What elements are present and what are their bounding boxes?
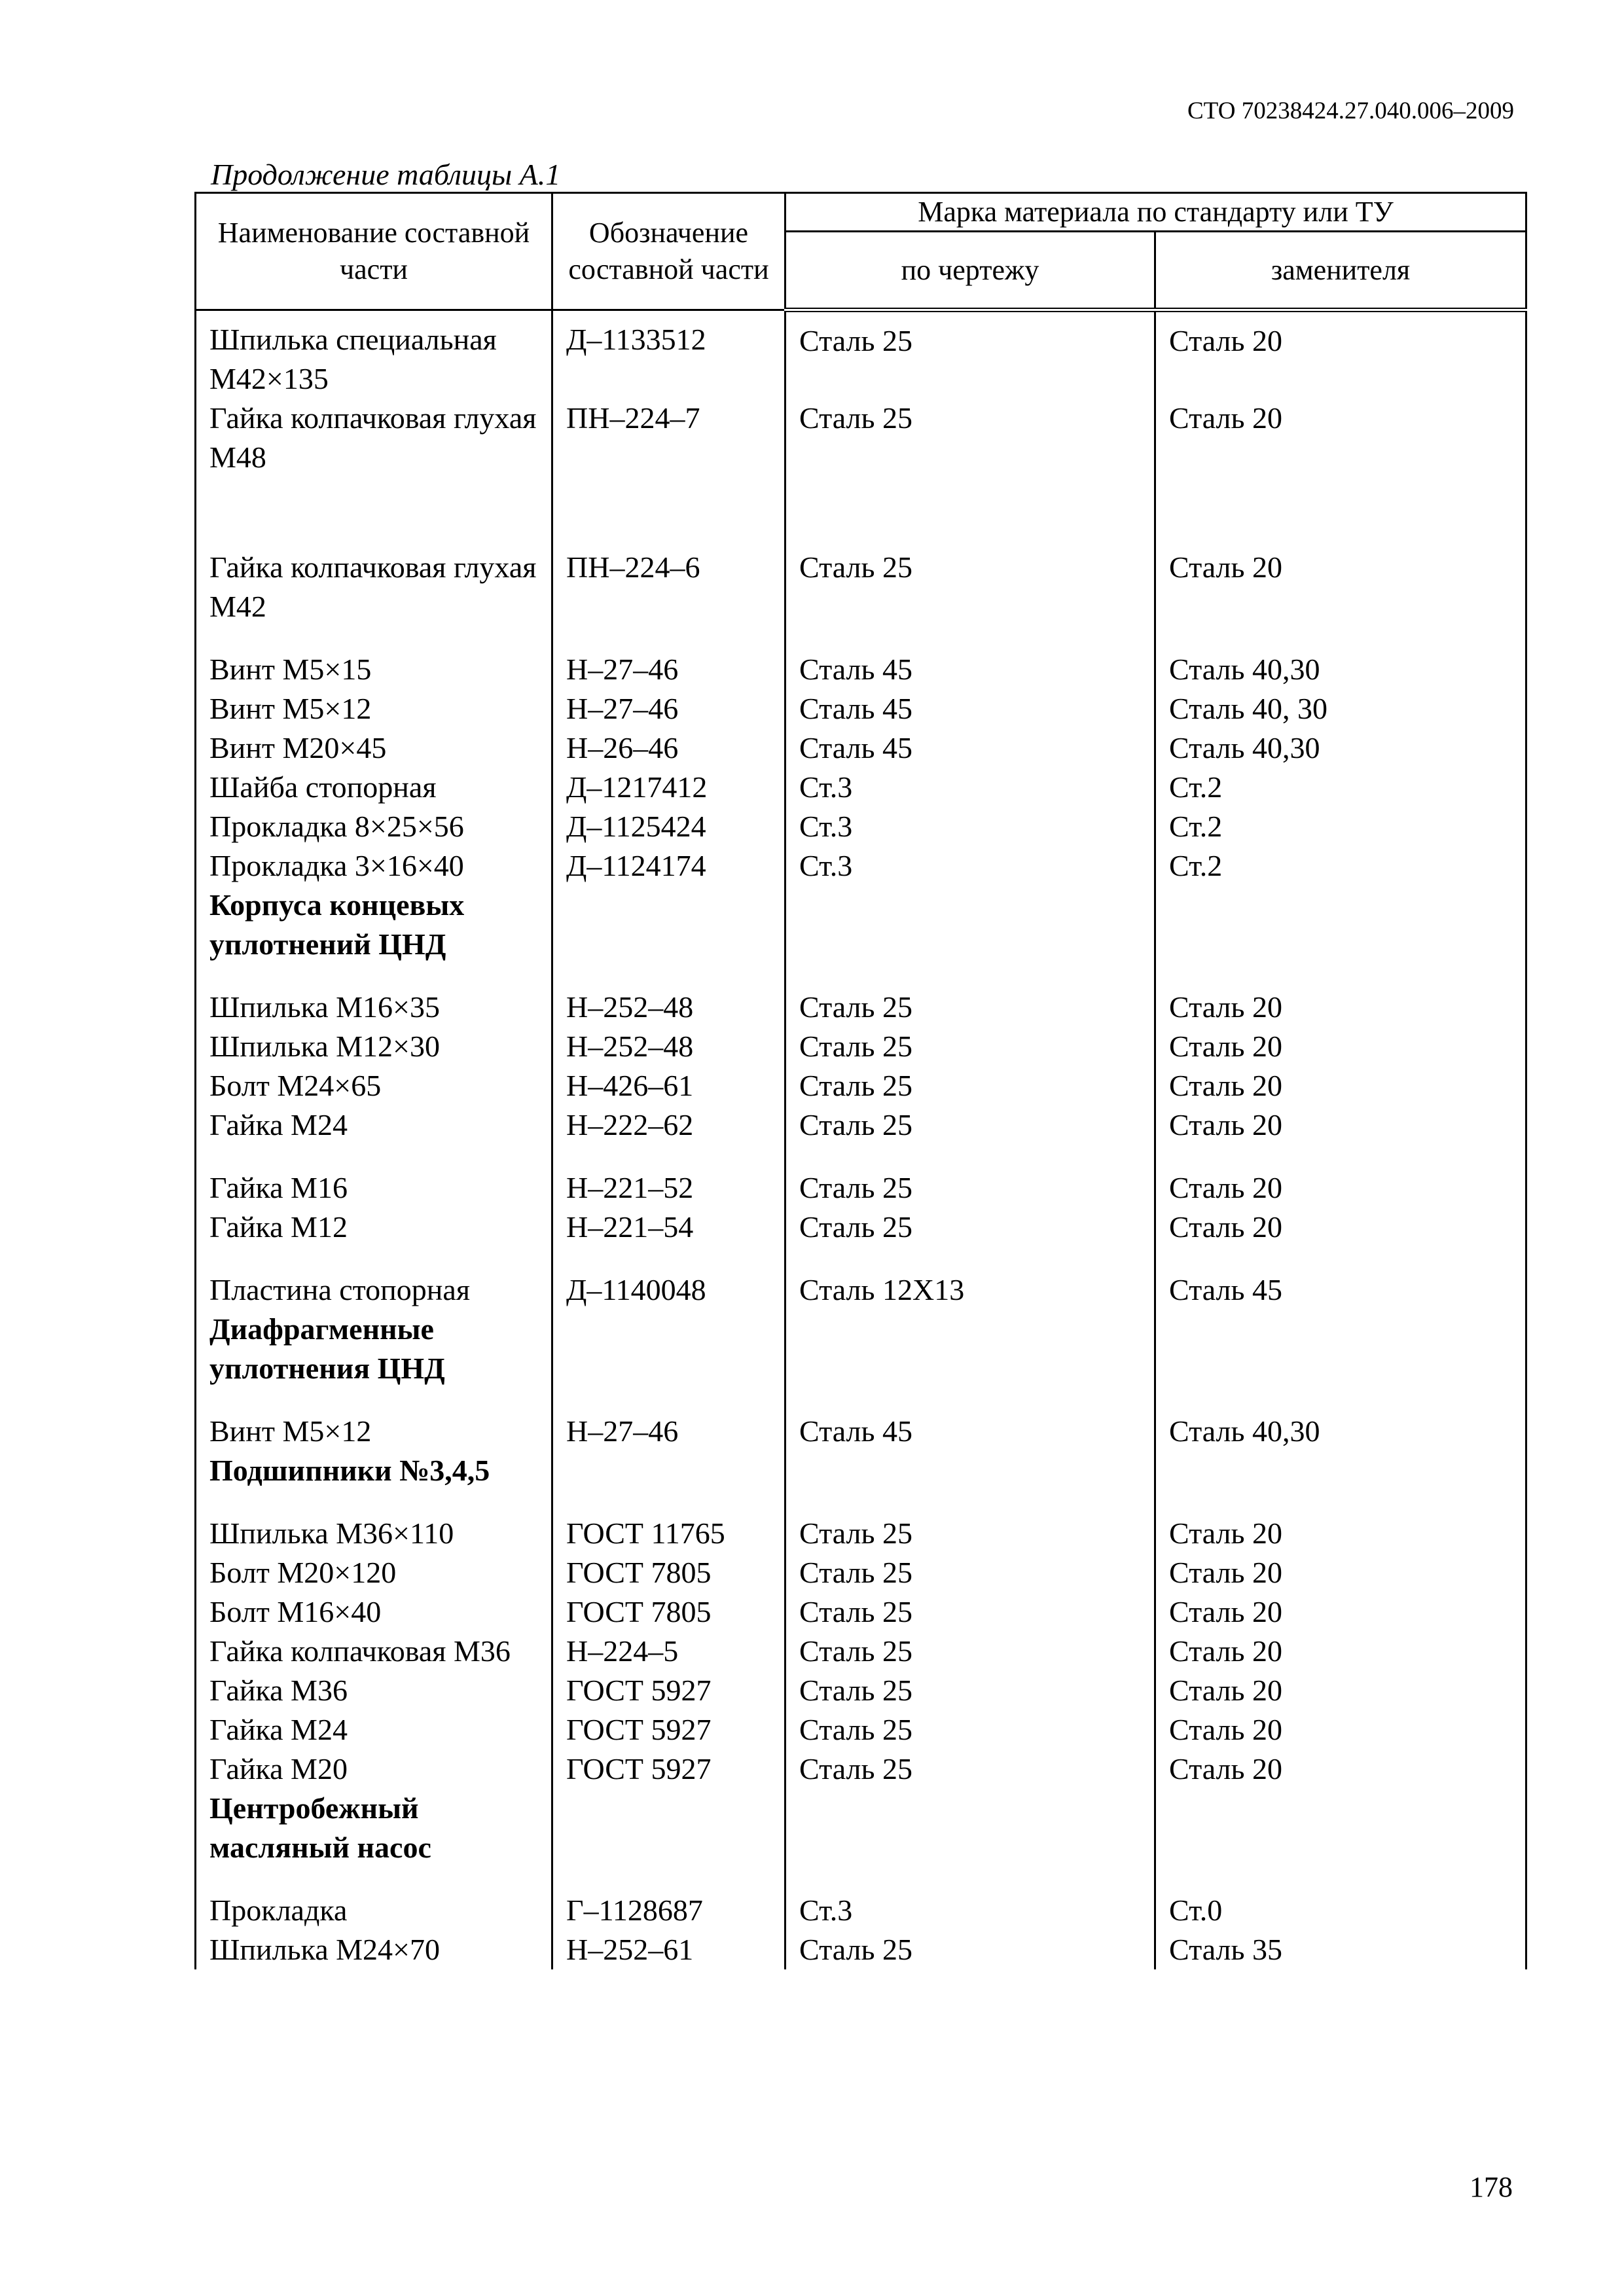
cell-designation	[552, 886, 785, 964]
table-row	[196, 548, 1526, 626]
cell-designation: ГОСТ 11765	[552, 1514, 785, 1553]
table-row	[196, 1066, 1526, 1105]
cell-designation: ГОСТ 5927	[552, 1749, 785, 1789]
empty-cell	[552, 1247, 785, 1270]
empty-cell	[196, 1247, 552, 1270]
empty-cell	[785, 524, 1155, 548]
cell-designation	[552, 1310, 785, 1388]
cell-material: Сталь 25	[785, 1749, 1155, 1789]
spacer-row	[196, 1490, 1526, 1514]
cell-designation: Н–26–46	[552, 728, 785, 768]
table-row	[196, 1105, 1526, 1145]
cell-substitute	[1155, 886, 1526, 964]
cell-material: Сталь 45	[785, 728, 1155, 768]
empty-cell	[785, 1388, 1155, 1412]
cell-substitute: Сталь 20	[1155, 1592, 1526, 1632]
cell-substitute: Сталь 45	[1155, 1270, 1526, 1310]
cell-substitute: Ст.2	[1155, 846, 1526, 886]
section-heading-row	[196, 1451, 1526, 1490]
empty-cell	[1155, 477, 1526, 501]
spacer-row	[196, 524, 1526, 548]
empty-cell	[552, 964, 785, 988]
cell-material: Сталь 25	[785, 1632, 1155, 1671]
cell-substitute: Сталь 20	[1155, 1632, 1526, 1671]
cell-material: Сталь 25	[785, 1066, 1155, 1105]
cell-substitute: Ст.0	[1155, 1891, 1526, 1930]
empty-cell	[552, 501, 785, 524]
table-caption: Продолжение таблицы А.1	[211, 158, 561, 191]
table-row	[196, 728, 1526, 768]
cell-designation: ГОСТ 5927	[552, 1671, 785, 1710]
cell-material: Сталь 25	[785, 1105, 1155, 1145]
empty-cell	[552, 1388, 785, 1412]
cell-material: Сталь 25	[785, 988, 1155, 1027]
cell-material: Сталь 25	[785, 548, 1155, 626]
cell-substitute	[1155, 1451, 1526, 1490]
table-row	[196, 1208, 1526, 1247]
cell-designation	[552, 1789, 785, 1867]
document-code: СТО 70238424.27.040.006–2009	[1187, 98, 1514, 124]
cell-material: Сталь 25	[785, 1930, 1155, 1969]
cell-designation: Д–1140048	[552, 1270, 785, 1310]
cell-substitute: Сталь 20	[1155, 1553, 1526, 1592]
cell-substitute: Сталь 20	[1155, 988, 1526, 1027]
table-row	[196, 1514, 1526, 1553]
header-by-drawing: по чертежу	[785, 232, 1155, 310]
cell-material: Сталь 25	[785, 1592, 1155, 1632]
cell-material: Сталь 45	[785, 1412, 1155, 1451]
cell-material: Сталь 25	[785, 399, 1155, 477]
cell-substitute: Ст.2	[1155, 807, 1526, 846]
cell-name: Гайка М24	[196, 1105, 552, 1145]
header-name: Наименование составной части	[196, 193, 552, 310]
cell-designation: Н–221–54	[552, 1208, 785, 1247]
cell-designation: Г–1128687	[552, 1891, 785, 1930]
table-row	[196, 310, 1526, 399]
cell-designation: Н–252–48	[552, 988, 785, 1027]
cell-material	[785, 1789, 1155, 1867]
cell-designation: Н–27–46	[552, 650, 785, 689]
cell-name: Винт М20×45	[196, 728, 552, 768]
empty-cell	[785, 1867, 1155, 1891]
table-row	[196, 1027, 1526, 1066]
spacer-row	[196, 501, 1526, 524]
cell-material: Сталь 25	[785, 1671, 1155, 1710]
cell-material: Сталь 25	[785, 1710, 1155, 1749]
empty-cell	[1155, 626, 1526, 650]
cell-name: Гайка колпачковая глухая М48	[196, 399, 552, 477]
empty-cell	[552, 626, 785, 650]
section-heading-row	[196, 1789, 1526, 1867]
cell-name: Шпилька М24×70	[196, 1930, 552, 1969]
cell-name: Винт М5×12	[196, 1412, 552, 1451]
empty-cell	[196, 626, 552, 650]
cell-substitute	[1155, 1310, 1526, 1388]
cell-substitute: Сталь 20	[1155, 1027, 1526, 1066]
table-row	[196, 1930, 1526, 1969]
cell-name: Прокладка 8×25×56	[196, 807, 552, 846]
cell-designation: Д–1124174	[552, 846, 785, 886]
header-substitute: заменителя	[1155, 232, 1526, 310]
empty-cell	[196, 1145, 552, 1168]
empty-cell	[552, 1145, 785, 1168]
empty-cell	[196, 964, 552, 988]
empty-cell	[196, 501, 552, 524]
cell-designation: Н–221–52	[552, 1168, 785, 1208]
cell-substitute: Сталь 20	[1155, 1749, 1526, 1789]
cell-material: Сталь 45	[785, 650, 1155, 689]
cell-substitute: Сталь 20	[1155, 1066, 1526, 1105]
cell-substitute: Сталь 40, 30	[1155, 689, 1526, 728]
empty-cell	[196, 1490, 552, 1514]
cell-name: Подшипники №3,4,5	[196, 1451, 552, 1490]
cell-name: Гайка М20	[196, 1749, 552, 1789]
empty-cell	[785, 477, 1155, 501]
table-row	[196, 1270, 1526, 1310]
cell-material: Сталь 12Х13	[785, 1270, 1155, 1310]
empty-cell	[552, 1490, 785, 1514]
empty-cell	[1155, 501, 1526, 524]
cell-name: Гайка колпачковая глухая М42	[196, 548, 552, 626]
cell-material: Сталь 25	[785, 1553, 1155, 1592]
empty-cell	[785, 1247, 1155, 1270]
page-number: 178	[1470, 2171, 1513, 2203]
cell-substitute: Сталь 20	[1155, 1671, 1526, 1710]
cell-name: Гайка М24	[196, 1710, 552, 1749]
header-material-group: Марка материала по стандарту или ТУ	[785, 193, 1526, 232]
cell-designation: Д–1133512	[552, 310, 785, 399]
cell-substitute: Сталь 20	[1155, 1514, 1526, 1553]
empty-cell	[1155, 964, 1526, 988]
cell-substitute: Сталь 20	[1155, 1105, 1526, 1145]
cell-designation: Н–27–46	[552, 689, 785, 728]
cell-substitute: Сталь 40,30	[1155, 1412, 1526, 1451]
materials-table	[194, 192, 1527, 1969]
cell-designation: Н–252–61	[552, 1930, 785, 1969]
cell-designation: ГОСТ 5927	[552, 1710, 785, 1749]
empty-cell	[785, 501, 1155, 524]
section-heading-row	[196, 1310, 1526, 1388]
cell-name: Диафрагменные уплотнения ЦНД	[196, 1310, 552, 1388]
table-row	[196, 650, 1526, 689]
cell-material: Ст.3	[785, 768, 1155, 807]
empty-cell	[196, 477, 552, 501]
section-heading-row	[196, 886, 1526, 964]
empty-cell	[1155, 1867, 1526, 1891]
table-row	[196, 1168, 1526, 1208]
cell-substitute: Сталь 20	[1155, 548, 1526, 626]
cell-name: Пластина стопорная	[196, 1270, 552, 1310]
cell-material: Ст.3	[785, 807, 1155, 846]
empty-cell	[1155, 1247, 1526, 1270]
cell-designation: Д–1217412	[552, 768, 785, 807]
table-row	[196, 1553, 1526, 1592]
cell-substitute: Ст.2	[1155, 768, 1526, 807]
cell-designation: ГОСТ 7805	[552, 1553, 785, 1592]
cell-name: Шайба стопорная	[196, 768, 552, 807]
table-body	[196, 310, 1526, 1970]
cell-name: Болт М20×120	[196, 1553, 552, 1592]
cell-name: Прокладка	[196, 1891, 552, 1930]
table-row	[196, 1632, 1526, 1671]
table-row	[196, 1710, 1526, 1749]
cell-substitute: Сталь 20	[1155, 1710, 1526, 1749]
cell-designation	[552, 1451, 785, 1490]
empty-cell	[552, 524, 785, 548]
cell-substitute: Сталь 35	[1155, 1930, 1526, 1969]
cell-material	[785, 1451, 1155, 1490]
cell-material: Сталь 25	[785, 1208, 1155, 1247]
cell-substitute: Сталь 40,30	[1155, 650, 1526, 689]
cell-name: Шпилька М12×30	[196, 1027, 552, 1066]
table-row	[196, 846, 1526, 886]
cell-name: Центробежный масляный насос	[196, 1789, 552, 1867]
cell-material: Сталь 25	[785, 1168, 1155, 1208]
empty-cell	[785, 626, 1155, 650]
spacer-row	[196, 477, 1526, 501]
cell-name: Прокладка 3×16×40	[196, 846, 552, 886]
table-header	[196, 193, 1526, 310]
cell-name: Болт М16×40	[196, 1592, 552, 1632]
cell-name: Шпилька М36×110	[196, 1514, 552, 1553]
table-row	[196, 1891, 1526, 1930]
empty-cell	[785, 1490, 1155, 1514]
header-designation: Обозначение составной части	[552, 193, 785, 310]
materials-table-container	[194, 192, 1525, 2145]
cell-substitute: Сталь 40,30	[1155, 728, 1526, 768]
cell-name: Винт М5×12	[196, 689, 552, 728]
table-row	[196, 399, 1526, 477]
spacer-row	[196, 964, 1526, 988]
table-row	[196, 1592, 1526, 1632]
cell-material: Сталь 25	[785, 310, 1155, 399]
table-row	[196, 1412, 1526, 1451]
spacer-row	[196, 1388, 1526, 1412]
empty-cell	[1155, 1388, 1526, 1412]
cell-material: Сталь 45	[785, 689, 1155, 728]
empty-cell	[785, 1145, 1155, 1168]
table-row	[196, 689, 1526, 728]
spacer-row	[196, 1867, 1526, 1891]
cell-designation: Н–426–61	[552, 1066, 785, 1105]
spacer-row	[196, 626, 1526, 650]
cell-material	[785, 886, 1155, 964]
empty-cell	[196, 1388, 552, 1412]
empty-cell	[196, 1867, 552, 1891]
table-row	[196, 768, 1526, 807]
empty-cell	[1155, 524, 1526, 548]
spacer-row	[196, 1247, 1526, 1270]
cell-substitute: Сталь 20	[1155, 399, 1526, 477]
cell-name: Винт М5×15	[196, 650, 552, 689]
cell-name: Шпилька специальная М42×135	[196, 310, 552, 399]
cell-name: Гайка М36	[196, 1671, 552, 1710]
cell-name: Шпилька М16×35	[196, 988, 552, 1027]
cell-material: Сталь 25	[785, 1514, 1155, 1553]
cell-name: Болт М24×65	[196, 1066, 552, 1105]
table-row	[196, 988, 1526, 1027]
cell-substitute: Сталь 20	[1155, 1168, 1526, 1208]
cell-designation: ПН–224–6	[552, 548, 785, 626]
cell-substitute: Сталь 20	[1155, 1208, 1526, 1247]
cell-designation: ПН–224–7	[552, 399, 785, 477]
cell-material: Сталь 25	[785, 1027, 1155, 1066]
table-row	[196, 1671, 1526, 1710]
empty-cell	[552, 477, 785, 501]
cell-name: Корпуса концевых уплотнений ЦНД	[196, 886, 552, 964]
empty-cell	[1155, 1145, 1526, 1168]
empty-cell	[552, 1867, 785, 1891]
cell-designation: Н–222–62	[552, 1105, 785, 1145]
cell-designation: Н–252–48	[552, 1027, 785, 1066]
cell-name: Гайка колпачковая М36	[196, 1632, 552, 1671]
cell-substitute	[1155, 1789, 1526, 1867]
empty-cell	[785, 964, 1155, 988]
cell-substitute: Сталь 20	[1155, 310, 1526, 399]
cell-designation: Н–27–46	[552, 1412, 785, 1451]
table-row	[196, 807, 1526, 846]
cell-designation: Н–224–5	[552, 1632, 785, 1671]
cell-name: Гайка М12	[196, 1208, 552, 1247]
table-row	[196, 1749, 1526, 1789]
cell-designation: Д–1125424	[552, 807, 785, 846]
cell-designation: ГОСТ 7805	[552, 1592, 785, 1632]
empty-cell	[196, 524, 552, 548]
cell-material: Ст.3	[785, 846, 1155, 886]
spacer-row	[196, 1145, 1526, 1168]
cell-name: Гайка М16	[196, 1168, 552, 1208]
empty-cell	[1155, 1490, 1526, 1514]
cell-material	[785, 1310, 1155, 1388]
cell-material: Ст.3	[785, 1891, 1155, 1930]
